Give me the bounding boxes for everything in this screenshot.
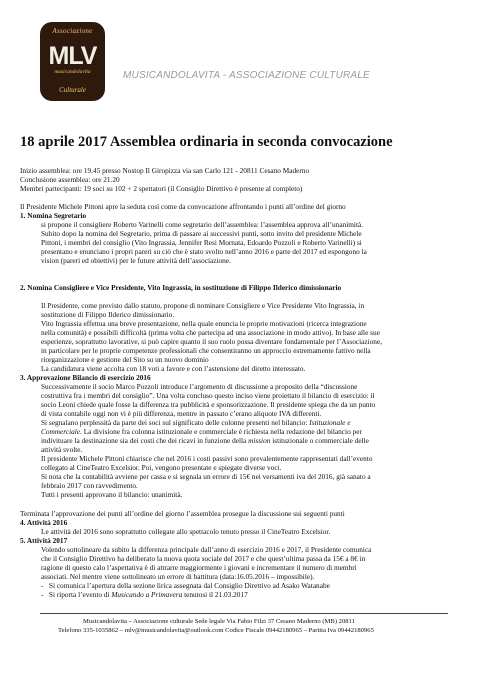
section-2-line: in particolare per le proprie competenze professionali che consentiranno un approccio estremamente fattivo nella xyxy=(41,346,371,355)
section-3-line: socio Leoni chiede quale fosse la differenza tra pubblicità e sponsorizzazione. Il presidente spiega che da un punto xyxy=(41,400,376,409)
section-3-line: collegato al CineTeatro Excelsior. Poi, vengono presentate e spiegate diverse voci. xyxy=(41,463,282,472)
section-5-bullet xyxy=(41,581,330,590)
section-3-line xyxy=(41,436,369,445)
bullet-dash: - xyxy=(41,590,49,599)
section-3-line xyxy=(41,427,362,436)
section-2-line: Vito Ingrassia effettua una breve presentazione, nella quale enuncia le proprie motivazioni (ricerca integrazione xyxy=(41,319,367,328)
section-4-heading: 4. Attività 2016 xyxy=(20,518,68,527)
section-5-bullet xyxy=(41,590,248,599)
section-2-line: La candidatura viene accolta con 18 voti a favore e con l’astensione del diretto interessato. xyxy=(41,364,306,373)
footer-address: Musicandolavita – Associazione culturale Sede legale Via Fabio Filzi 37 Cesano Maderno (MB) 20811 xyxy=(83,618,355,625)
section-1-heading: 1. Nomina Segretario xyxy=(20,211,87,220)
footer-divider xyxy=(40,613,448,614)
section-3-line: Successivamente il socio Marco Pozzoli introduce l’argomento di discussione a proposito della “discussione xyxy=(41,382,358,391)
section-2-line: sostituzione di Filippo Ilderico dimissionario. xyxy=(41,310,175,319)
closing-paragraph: Terminata l’approvazione dei punti all’ordine del giorno l’assemblea prosegue la discussione sui seguenti punti xyxy=(20,509,345,518)
section-2-heading: 2. Nomina Consigliere e Vice Presidente, Vito Ingrassia, in sostituzione di Filippo Ilderico dimissionario xyxy=(20,283,342,292)
section-3-line: costruttiva fra i membri del consiglio”. Una volta concluso questo inciso viene proiettato il bilancio di esercizio: il xyxy=(41,391,375,400)
section-3-line: Il presidente Michele Pittoni chiarisce che nel 2016 i costi passivi sono prevalentemente rappresentati dall’evento xyxy=(41,454,373,463)
section-3-line: di vista contabile oggi non vi è più differenza, mentre in passato c’erano aliquote IVA differenti. xyxy=(41,409,322,418)
section-2-line: Il Presidente, come previsto dallo statuto, propone di nominare Consigliere e Vice Presidente Vito Ingrassia, in xyxy=(41,301,365,310)
section-3-line: febbraio 2017 con ravvedimento. xyxy=(41,481,138,490)
commerciale-label: Commerciale xyxy=(41,427,81,436)
bullet-text: Si comunica l’apertura della sezione lirica assegnata dal Consiglio Direttivo ad Asako Watanabe xyxy=(48,581,330,590)
section-3-line: Tutti i presenti approvano il bilancio: unanimità. xyxy=(41,490,183,499)
section-5-line: associati. Nel mentre viene sottolineato un errore di battitura (data:16.05.2016 – impossibile). xyxy=(41,572,315,581)
section-2-line: esperienze, soprattutto lavorative, si può capire quanto il suo ruolo possa diventare fondamentale per l’Associazione, xyxy=(41,337,383,346)
meta-end: Conclusione assemblea: ore 21.20 xyxy=(20,175,120,184)
istituzionale-label: Istituzionale e xyxy=(309,418,351,427)
logo-bottom-text: Culturale xyxy=(59,86,86,94)
logo-sub-text: musicandolavita xyxy=(54,69,91,75)
section-1-line: presentano e enunciano i propri pareri su ciò che è stato svolto nell’anno 2016 e parte del 2017 ed espongono la xyxy=(41,247,367,256)
section-1-line: vision (pareri ed obiettivi) per le future attività dell’associazione. xyxy=(41,256,231,265)
section-1-line: Pittoni, i membri del consiglio (Vito Ingrassia, Jennifer Resi Mornata, Edoardo Pozzoli e Roberto Varinelli) si xyxy=(41,238,362,247)
event-name: Musicando a Primavera xyxy=(111,590,183,599)
bullet-text: Si riporta l’evento di xyxy=(48,590,110,599)
section-1-line: si propone il consigliere Roberto Varinelli come segretario dell’assemblea: l’assemblea approva all’unanimità. xyxy=(41,220,364,229)
bullet-text: tenutosi il 21.03.2017 xyxy=(182,590,248,599)
section-5-line: che il Consiglio Direttivo ha deliberato la nuova quota sociale del 2017 e che quest’ultima passa da 15€ a 8€ in xyxy=(41,554,366,563)
meta-start: Inizio assemblea: ore 19.45 presso Nostop Il Giropizza via san Carlo 121 - 20811 Cesano Maderno xyxy=(20,166,310,175)
section-5-line: Volendo sottolineare da subito la differenza principale dall’anno di esercizio 2016 e 2017, il Presidente comunica xyxy=(41,545,372,554)
logo-top-text: Associazione xyxy=(52,27,93,35)
section-3-line-text: istituzionale o commerciale delle xyxy=(270,436,369,445)
section-2-line: nella comunità) e possibili difficoltà (prima volta che partecipa ad una associazione in modo attivo). In base alle sue xyxy=(41,328,380,337)
mission-word: mission xyxy=(248,436,271,445)
association-name: MUSICANDOLAVITA - ASSOCIAZIONE CULTURALE xyxy=(123,70,370,81)
meta-participants: Membri partecipanti: 19 soci su 102 + 2 spettatori (il Consiglio Direttivo è presente al completo) xyxy=(20,184,303,193)
section-3-line-text: indivituare la destinazione sia dei costi che dei ricavi in funzione della xyxy=(41,436,247,445)
section-2-line: riorganizzazione e gestione del Sito su un nuovo dominio xyxy=(41,355,209,364)
section-3-line: Si nota che la contabilità avviene per cassa e si segnala un errore di 15€ nei versamenti iva del 2016, già sanato a xyxy=(41,472,371,481)
section-3-line-text: . La divisione fra colonna istituzionale e commerciale è richiesta nella redazione del bilancio per xyxy=(80,427,362,436)
logo-mark: MLV xyxy=(48,42,97,70)
footer-contacts: Telefono 335-1035862 – mlv@musicandolavita@outlook.com Codice Fiscale 09442180965 – Partita Iva 09442180965 xyxy=(58,627,374,634)
document-title: 18 aprile 2017 Assemblea ordinaria in seconda convocazione xyxy=(20,134,393,150)
section-3-line-text: Si segnalano perplessità da parte dei soci sul significato delle colonne presenti nel bilancio: xyxy=(41,418,308,427)
section-5-line: ragione di questo calo l’aspettativa è di attrarre maggiormente i giovani e incrementare il numero di membri xyxy=(41,563,357,572)
section-5-heading: 5. Attività 2017 xyxy=(20,536,68,545)
association-logo xyxy=(40,22,105,101)
section-3-line xyxy=(41,418,350,427)
section-1-line: Subito dopo la nomina del Segretario, prima di passare ai successivi punti, sotto invito del presidente Michele xyxy=(41,229,362,238)
intro-paragraph: Il Presidente Michele Pittoni apre la seduta così come da convocazione affrontando i punti all’ordine del giorno xyxy=(20,202,346,211)
section-3-line: attività svolte. xyxy=(41,445,83,454)
section-3-heading: 3. Approvazione Bilancio di esercizio 2016 xyxy=(20,373,151,382)
section-4-line: Le attività del 2016 sono soprattutto collegate allo spettacolo tenuto presso il CineTeatro Excelsior. xyxy=(41,527,331,536)
bullet-dash: - xyxy=(41,581,49,590)
